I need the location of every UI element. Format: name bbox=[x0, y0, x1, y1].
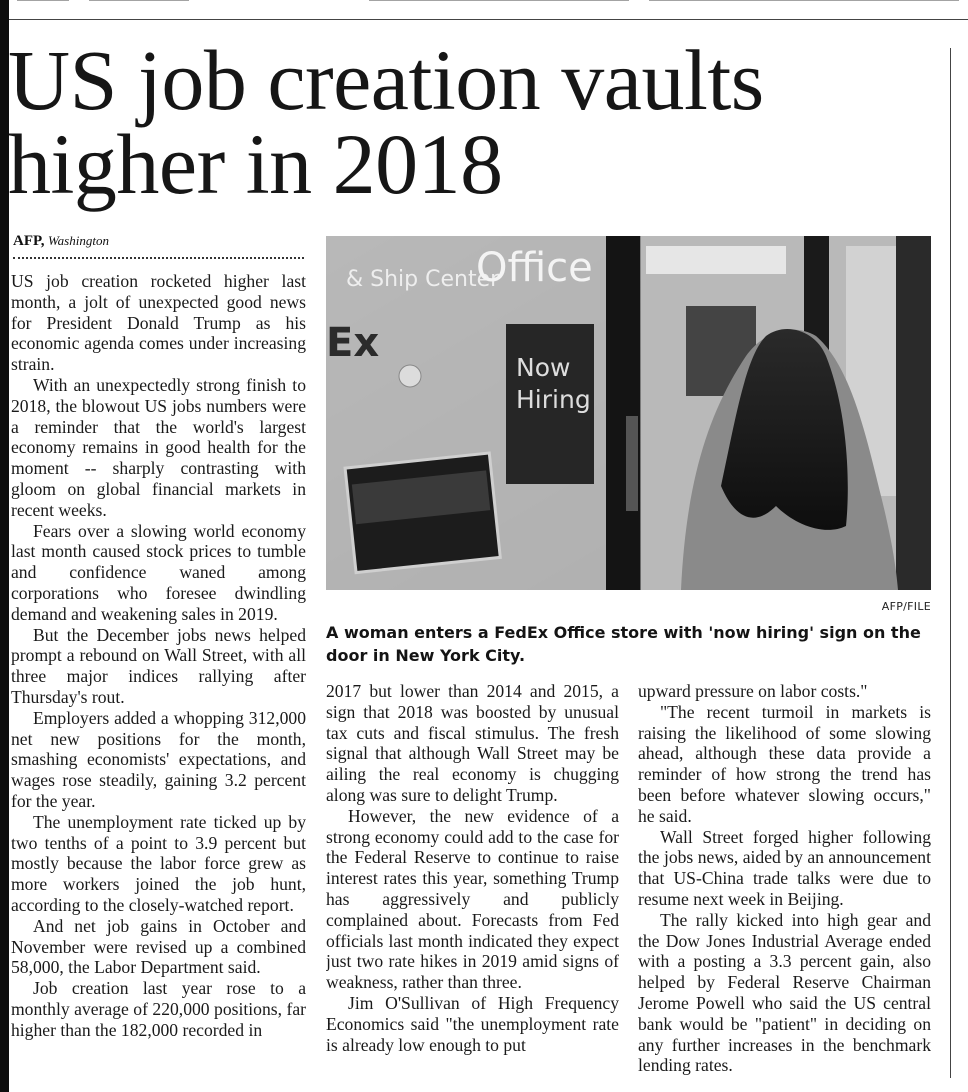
photo-caption: A woman enters a FedEx Office store with 'now hiring' sign on the door in New York City. bbox=[326, 623, 921, 665]
paragraph: 2017 but lower than 2014 and 2015, a sign that 2018 was boosted by unusual tax cuts and fiscal stimulus. The fresh signal that although Wall Street may be ailing the real economy is chugging along was sure to delight Trump. bbox=[326, 681, 619, 805]
article-column-1 bbox=[11, 271, 306, 1077]
paragraph: But the December jobs news helped prompt a rebound on Wall Street, with all three major indices rallying after Thursday's rout. bbox=[11, 624, 306, 707]
paragraph: Employers added a whopping 312,000 net new positions for the month, smashing economists' expectations, and wages rose steadily, gaining 3.2 percent for the year. bbox=[11, 707, 306, 811]
column-rule-right bbox=[950, 48, 951, 1078]
svg-text:Now: Now bbox=[516, 353, 571, 382]
paragraph: Wall Street forged higher following the jobs news, aided by an announcement that US-China trade talks were due to resume next week in Beijing. bbox=[638, 826, 931, 909]
svg-text:Ex: Ex bbox=[326, 320, 380, 366]
dotted-divider bbox=[13, 257, 304, 259]
paragraph: With an unexpectedly strong finish to 2018, the blowout US jobs numbers were a reminder that the world's largest economy remains in good health for the moment -- sharply contrasting with gloom on global financial markets in recent weeks. bbox=[11, 374, 306, 520]
svg-text:Office: Office bbox=[476, 245, 593, 291]
paragraph: However, the new evidence of a strong economy could add to the case for the Federal Reserve to continue to raise interest rates this year, something Trump has aggressively and publicly complained about. Forecasts from Fed officials last month indicated they expect just two rate hikes in 2019 amid signs of weakness, rather than three. bbox=[326, 805, 619, 993]
paragraph: Fears over a slowing world economy last month caused stock prices to tumble and confidence waned among corporations who foresee dwindling demand and weakening sales in 2019. bbox=[11, 520, 306, 624]
photo-credit: AFP/FILE bbox=[881, 600, 931, 613]
paragraph: Jim O'Sullivan of High Frequency Economics said "the unemployment rate is already low enough to put bbox=[326, 992, 619, 1055]
paragraph: upward pressure on labor costs." bbox=[638, 681, 868, 701]
headline: US job creation vaults higher in 2018 bbox=[8, 32, 764, 212]
paragraph: "The recent turmoil in markets is raising the likelihood of some slowing ahead, although these data provide a reminder of how strong the trend has been before whatever slowing occurs," he said. bbox=[638, 701, 931, 826]
news-photo bbox=[326, 236, 931, 590]
byline bbox=[13, 233, 109, 250]
article-column-3 bbox=[638, 681, 931, 1077]
byline-place: Washington bbox=[48, 233, 109, 248]
paragraph: And net job gains in October and November were revised up a combined 58,000, the Labor Department said. bbox=[11, 915, 306, 978]
paragraph: The unemployment rate ticked up by two tenths of a point to 3.9 percent but mostly because the labor force grew as more workers joined the job hunt, according to the closely-watched report. bbox=[11, 811, 306, 915]
svg-text:& Ship Center: & Ship Center bbox=[346, 267, 500, 292]
article-column-2 bbox=[326, 681, 619, 1077]
byline-agency: AFP, bbox=[13, 233, 45, 249]
paragraph: US job creation rocketed higher last month, a jolt of unexpected good news for President Donald Trump as his economic agenda comes under increasing strain. bbox=[11, 271, 306, 375]
svg-text:Hiring: Hiring bbox=[516, 385, 591, 414]
paragraph: The rally kicked into high gear and the Dow Jones Industrial Average ended with a posting a 3.3 percent gain, also helped by Federal Reserve Chairman Jerome Powell who said the US central bank would be "patient" in deciding on any further increases in the benchmark lending rates. bbox=[638, 909, 931, 1076]
top-rule bbox=[9, 0, 968, 20]
paragraph: Job creation last year rose to a monthly average of 220,000 positions, far higher than the 182,000 recorded in bbox=[11, 978, 306, 1040]
